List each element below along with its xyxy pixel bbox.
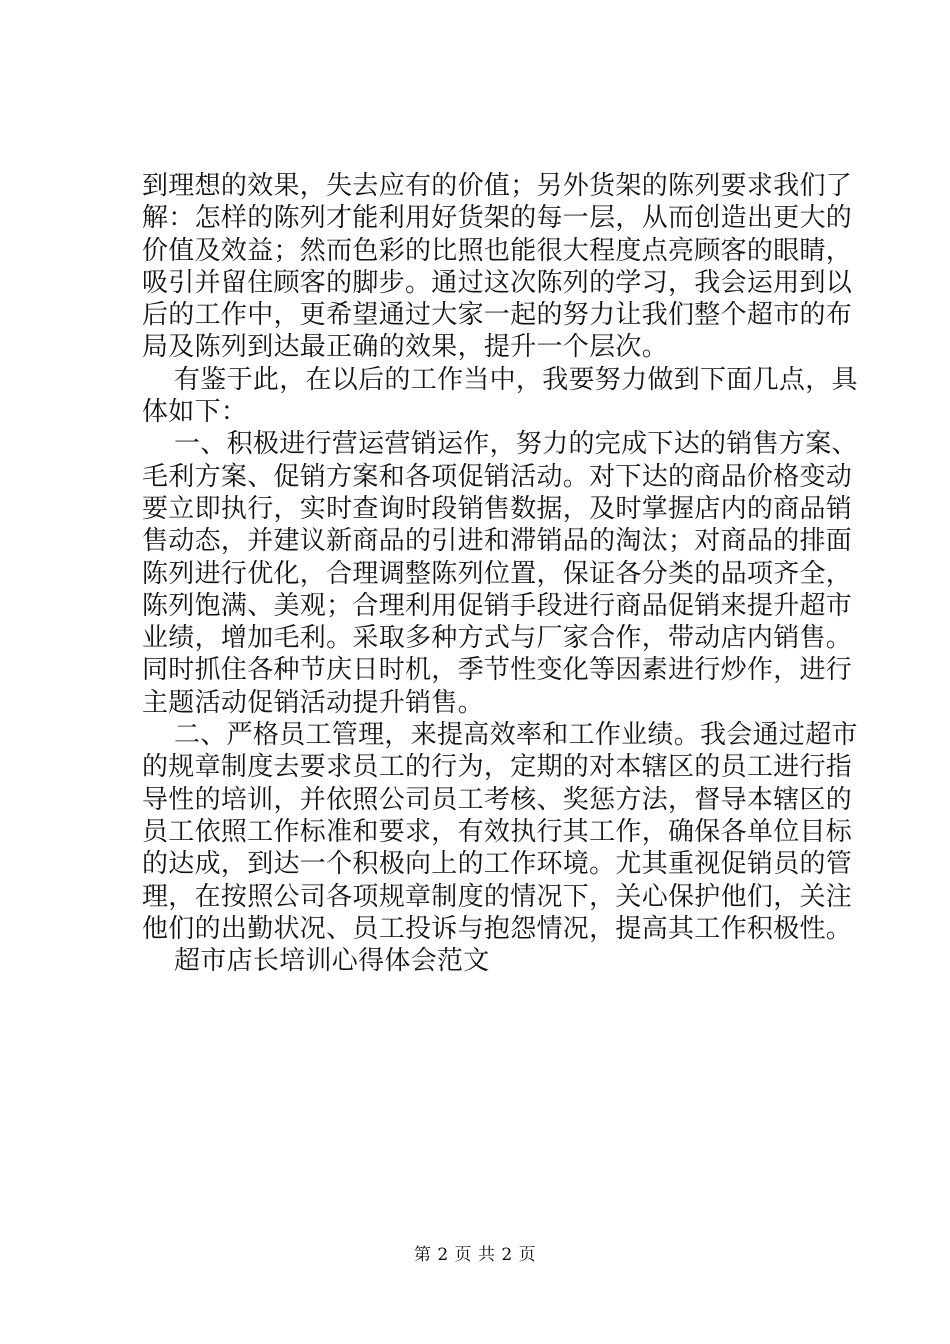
text-line: 员工依照工作标准和要求，有效执行其工作，确保各单位目标 xyxy=(142,816,853,847)
text-line: 到理想的效果，失去应有的价值；另外货架的陈列要求我们了 xyxy=(142,171,853,201)
text-line: 陈列饱满、美观；合理利用促销手段进行商品促销来提升超市 xyxy=(142,590,853,621)
text-line: 业绩，增加毛利。采取多种方式与厂家合作，带动店内销售。 xyxy=(142,623,853,654)
text-line: 吸引并留住顾客的脚步。通过这次陈列的学习，我会运用到以 xyxy=(142,267,853,298)
text-line: 解：怎样的陈列才能利用好货架的每一层，从而创造出更大的 xyxy=(142,203,853,234)
paragraph xyxy=(142,719,858,945)
paragraph xyxy=(142,428,858,719)
text-line: 局及陈列到达最正确的效果，提升一个层次。 xyxy=(142,332,669,363)
text-line: 一、积极进行营运营销运作，努力的完成下达的销售方案、 xyxy=(174,429,858,460)
text-line: 同时抓住各种节庆日时机，季节性变化等因素进行炒作，进行 xyxy=(142,655,853,686)
text-line: 要立即执行，实时查询时段销售数据，及时掌握店内的商品销 xyxy=(142,493,853,524)
text-line: 超市店长培训心得体会范文 xyxy=(174,946,490,977)
text-line: 的规章制度去要求员工的行为，定期的对本辖区的员工进行指 xyxy=(142,752,853,783)
text-line: 毛利方案、促销方案和各项促销活动。对下达的商品价格变动 xyxy=(142,461,853,492)
text-line: 有鉴于此，在以后的工作当中，我要努力做到下面几点，具 xyxy=(174,364,858,395)
page-footer: 第 2 页 共 2 页 xyxy=(413,1245,537,1265)
text-line: 售动态，并建议新商品的引进和滞销品的淘汰；对商品的排面 xyxy=(142,526,853,557)
text-line: 后的工作中，更希望通过大家一起的努力让我们整个超市的布 xyxy=(142,300,853,331)
text-line: 的达成，到达一个积极向上的工作环境。尤其重视促销员的管 xyxy=(142,849,853,880)
text-line: 理，在按照公司各项规章制度的情况下，关心保护他们，关注 xyxy=(142,881,853,912)
text-line: 价值及效益；然而色彩的比照也能很大程度点亮顾客的眼睛， xyxy=(142,235,853,266)
text-line: 主题活动促销活动提升销售。 xyxy=(142,687,484,718)
text-line: 导性的培训，并依照公司员工考核、奖惩方法，督导本辖区的 xyxy=(142,784,853,815)
paragraph xyxy=(142,364,858,429)
paragraph xyxy=(142,170,853,364)
text-line: 二、严格员工管理，来提高效率和工作业绩。我会通过超市 xyxy=(174,720,858,751)
document-body xyxy=(142,170,858,977)
text-line: 陈列进行优化，合理调整陈列位置，保证各分类的品项齐全， xyxy=(142,558,853,589)
paragraph xyxy=(142,945,832,977)
text-line: 他们的出勤状况、员工投诉与抱怨情况，提高其工作积极性。 xyxy=(142,913,853,944)
text-line: 体如下： xyxy=(142,397,248,428)
